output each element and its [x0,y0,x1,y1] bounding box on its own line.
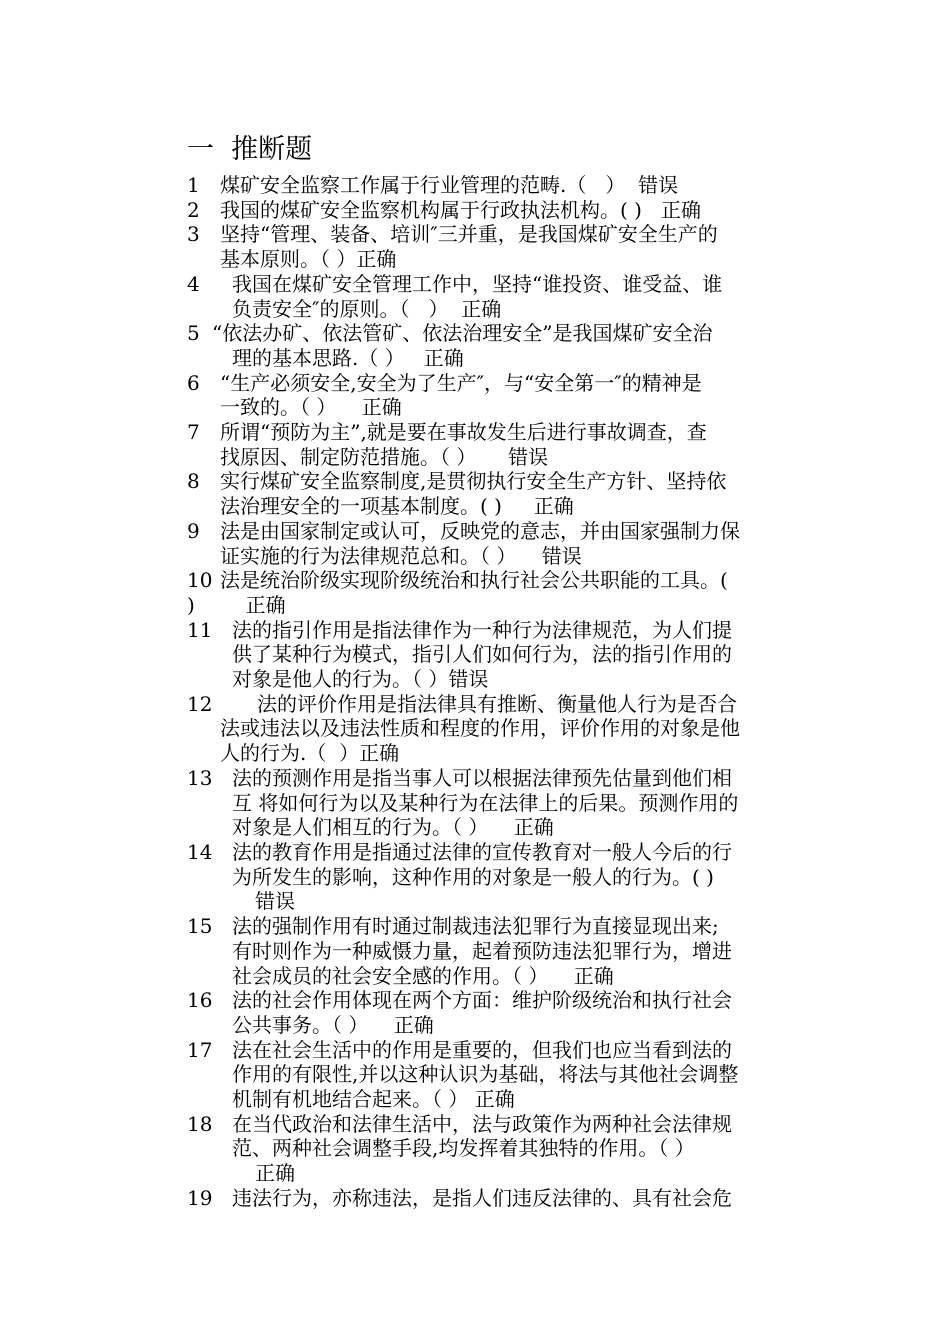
item-text-line: 实行煤矿安全监察制度,是贯彻执行安全生产方针、坚持依 [220,469,727,494]
item-number: 1 [187,173,200,197]
list-item [187,173,812,198]
item-number: 6 [187,370,200,395]
item-number: 13 [187,765,213,790]
item-text-line: 有时则作为一种威慑力量，起着预防违法犯罪行为，增进 [232,938,732,963]
item-number: 5 [187,321,200,346]
item-text-line: 法的教育作用是指通过法律的宣传教育对一般人今后的行 [232,839,732,864]
item-text-line: 坚持“管理、装备、培训″三并重，是我国煤矿安全生产的 [220,222,718,247]
item-text-line: 范、两种社会调整手段,均发挥着其独特的作用。（ ） [232,1136,695,1161]
item-text-line: “依法办矿、依法管矿、依法治理安全”是我国煤矿安全治 [212,321,713,346]
section-title: 一 推断题 [187,134,313,165]
list-item [187,766,812,840]
item-text-line: 我国在煤矿安全管理工作中，坚持“谁投资、谁受益、谁 [232,271,723,296]
item-text-line: 煤矿安全监察工作属于行业管理的范畴.（ ） 错误 [220,173,679,197]
item-number: 3 [187,222,200,247]
item-number: 9 [187,518,200,543]
item-text-line: 违法行为，亦称违法，是指人们违反法律的、具有社会危 [232,1185,732,1210]
item-text-line: 法治理安全的一项基本制度。( ) 正确 [220,494,574,519]
item-text-line: 对象是他人的行为。（ ）错误 [232,667,489,692]
list-item [187,840,812,914]
question-list [187,173,812,1211]
item-text-line: 互 将如何行为以及某种行为在法律上的后果。预测作用的 [232,790,739,815]
item-text-line: 法的社会作用体现在两个方面：维护阶级统治和执行社会 [232,988,732,1013]
item-number: 2 [187,197,200,222]
item-text-line: 对象是人们相互的行为。（ ） 正确 [232,815,554,840]
list-item [187,618,812,692]
list-item [187,222,812,271]
item-number: 16 [187,988,213,1013]
list-item [187,1186,812,1211]
item-text-line: 在当代政治和法律生活中，法与政策作为两种社会法律规 [232,1111,732,1136]
item-text-line: 法的强制作用有时通过制裁违法犯罪行为直接显现出来; [232,914,719,939]
list-item [187,469,812,518]
item-text-line: 错误 [255,889,295,914]
item-text-line: 公共事务。（ ） 正确 [232,1012,434,1037]
item-text-line: 法的预测作用是指当事人可以根据法律预先估量到他们相 [232,765,732,790]
item-text-line: 法在社会生活中的作用是重要的，但我们也应当看到法的 [232,1037,732,1062]
item-number: 15 [187,914,213,939]
item-text-line: ) 正确 [187,592,286,617]
item-text-line: 找原因、制定防范措施。（ ） 错误 [220,444,549,469]
list-item [187,988,812,1037]
list-item [187,1038,812,1112]
item-text-line: 法或违法以及违法性质和程度的作用，评价作用的对象是他 [220,716,740,741]
item-text-line: 证实施的行为法律规范总和。（ ） 错误 [220,543,582,568]
item-number: 12 [187,691,213,716]
list-item [187,420,812,469]
item-number: 11 [187,617,213,642]
item-text-line: 法是由国家制定或认可，反映党的意志，并由国家强制力保 [220,518,740,543]
list-item [187,914,812,988]
item-text-line: 社会成员的社会安全感的作用。（ ） 正确 [232,963,614,988]
item-text-line: 作用的有限性,并以这种认识为基础，将法与其他社会调整 [232,1062,739,1087]
item-text-line: 所谓“预防为主”,就是要在事故发生后进行事故调查，查 [220,420,707,445]
list-item [187,568,812,617]
item-text-line: 为所发生的影响，这种作用的对象是一般人的行为。( ) [232,864,714,889]
list-item [187,321,812,370]
item-number: 7 [187,420,200,445]
list-item [187,1112,812,1186]
item-text-line: 基本原则。（ ）正确 [220,247,397,272]
item-text-line: 法是统治阶级实现阶级统治和执行社会公共职能的工具。( [220,568,728,593]
list-item [187,272,812,321]
list-item [187,198,812,223]
item-text-line: 理的基本思路.（ ） 正确 [232,345,464,370]
item-text-line: 供了某种行为模式，指引人们如何行为，法的指引作用的 [232,642,732,667]
item-text-line: 机制有机地结合起来。（ ） 正确 [232,1087,515,1112]
list-item [187,519,812,568]
item-text-line: 一致的。（ ） 正确 [220,395,402,420]
item-number: 19 [187,1185,213,1210]
item-number: 17 [187,1037,213,1062]
item-number: 4 [187,271,200,296]
item-text-line: 法的指引作用是指法律作为一种行为法律规范，为人们提 [232,617,732,642]
item-text-line: 人的行为.（ ）正确 [220,741,400,766]
item-number: 14 [187,839,213,864]
item-text-line: 负责安全″的原则。（ ） 正确 [232,296,502,321]
item-number: 18 [187,1111,213,1136]
item-text-line: “生产必须安全,安全为了生产″，与“安全第一″的精神是 [220,370,702,395]
item-text-line: 正确 [255,1161,295,1186]
item-text-line: 我国的煤矿安全监察机构属于行政执法机构。( ) 正确 [220,197,702,222]
list-item [187,371,812,420]
list-item [187,692,812,766]
item-number: 8 [187,469,200,494]
item-text-line: 法的评价作用是指法律具有推断、衡量他人行为是否合 [257,691,737,716]
item-number: 10 [187,568,213,593]
